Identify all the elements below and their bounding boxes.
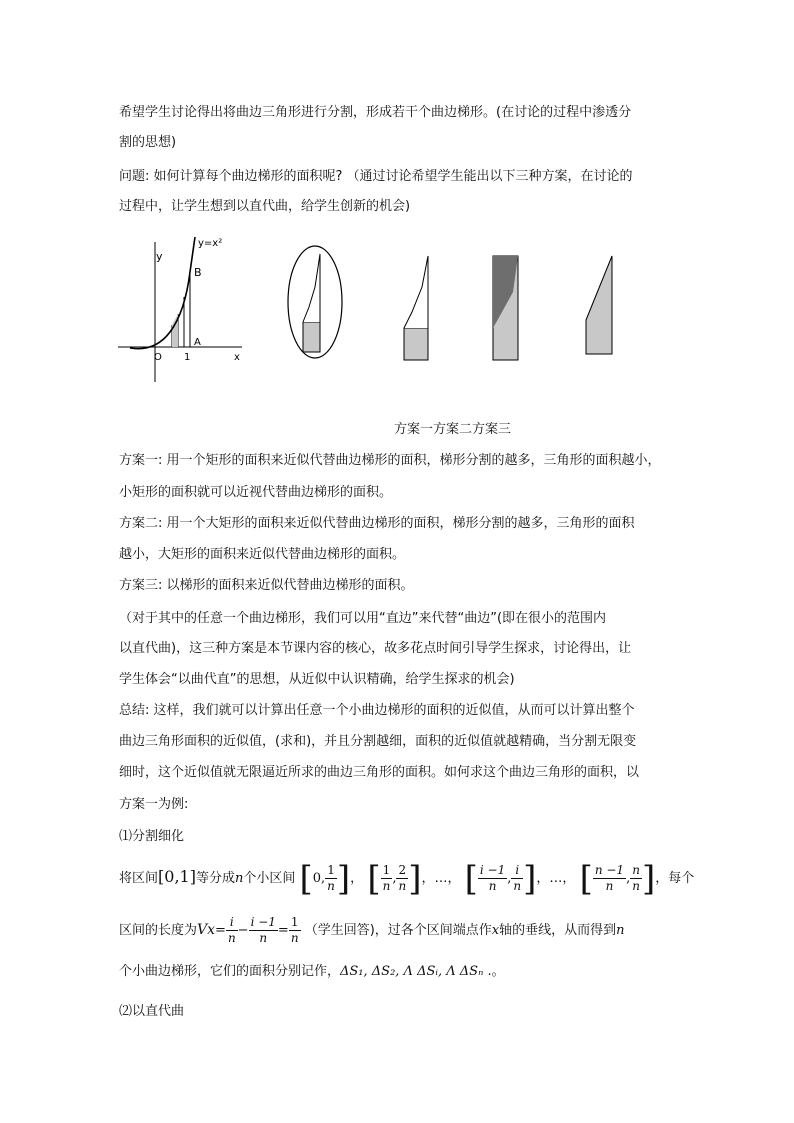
paragraph-text: 方案二: 用一个大矩形的面积来近似代替曲边梯形的面积，梯形分割的越多，三角形的面积 bbox=[119, 516, 635, 531]
scheme-two-curve bbox=[404, 256, 428, 328]
paragraph-text: 细时，这个近似值就无限逼近所求的曲边三角形的面积。如何求这个曲边三角形的面积，以 bbox=[119, 765, 640, 780]
division-text: （学生回答)，过各个区间端点作 bbox=[304, 923, 492, 938]
y-axis-label: y bbox=[156, 250, 163, 263]
curve-label: y=x² bbox=[198, 238, 223, 249]
separator: ， bbox=[536, 871, 550, 886]
fraction-n-minus-1-n: $\frac{n -1}{n}$ bbox=[594, 863, 625, 893]
paragraph-text: 小矩形的面积就可以近视代替曲边梯形的面积。 bbox=[119, 485, 393, 500]
fraction-1-n: $\frac{1}{n}$ bbox=[327, 863, 335, 893]
paragraph-text: 方案一: 用一个矩形的面积来近似代替曲边梯形的面积，梯形分割的越多，三角形的面积越小， bbox=[119, 453, 661, 468]
paragraph-text: 希望学生讨论得出将曲边三角形进行分割，形成若干个曲边梯形。(在讨论的过程中渗透分 bbox=[119, 105, 632, 120]
paragraph-text: 越小，大矩形的面积来近似代替曲边梯形的面积。 bbox=[119, 547, 406, 562]
division-text: 等分成 bbox=[195, 871, 235, 886]
division-text: 个小区间 bbox=[243, 871, 296, 886]
var-n: n bbox=[234, 871, 244, 886]
division-text: ，每个 bbox=[655, 871, 695, 886]
division-text: 轴的垂线，从而得到 bbox=[499, 923, 617, 938]
paragraph-text: 割的思想) bbox=[119, 135, 177, 150]
scheme-one-curve bbox=[303, 254, 320, 322]
fraction-i-minus-1-n: $\frac{i -1}{n}$ bbox=[250, 915, 276, 945]
area-list: ΔS₁, ΔS₂, Λ ΔSᵢ, Λ ΔSₙ . bbox=[340, 964, 492, 979]
ellipsis: … bbox=[549, 871, 563, 886]
paragraph-text: 曲边三角形面积的近似值，(求和)，并且分割越细，面积的近似值就越精确，当分割无限变 bbox=[119, 734, 637, 749]
var-x: x bbox=[491, 923, 500, 938]
point-b-label: B bbox=[194, 266, 202, 279]
interval-first-start: 0, bbox=[312, 871, 326, 886]
division-text: 个小曲边梯形，它们的面积分别记作， bbox=[119, 964, 341, 979]
division-text: 区间的长度为 bbox=[119, 923, 198, 938]
paragraph-text: 问题: 如何计算每个曲边梯形的面积呢? （通过讨论希望学生能出以下三种方案，在讨论的 bbox=[119, 169, 633, 184]
fraction-i-n: $\frac{i}{n}$ bbox=[513, 863, 522, 893]
ellipsis: … bbox=[434, 871, 448, 886]
interval-0-1: [0,1] bbox=[158, 867, 196, 886]
delta-x: Vx bbox=[197, 922, 216, 938]
x-axis-label: x bbox=[234, 352, 240, 363]
paragraph-text: 学生体会“以曲代直”的思想，从近似中认识精确，给学生探求的机会) bbox=[119, 672, 515, 687]
paragraph-text: 总结: 这样，我们就可以计算出任意一个小曲边梯形的面积的近似值，从而可以计算出整个 bbox=[119, 703, 635, 718]
curved-trapezoid-figure bbox=[110, 232, 650, 402]
paragraph-text: 方案三: 以梯形的面积来近似代替曲边梯形的面积。 bbox=[119, 578, 414, 593]
fraction-1-n: $\frac{1}{n}$ bbox=[382, 863, 391, 893]
fraction-2-n: $\frac{2}{n}$ bbox=[398, 863, 407, 893]
fraction-1-n: $\frac{1}{n}$ bbox=[290, 915, 299, 945]
step-heading: ⑵以直代曲 bbox=[119, 1004, 185, 1019]
scheme-one-rect bbox=[303, 322, 320, 352]
tick-one-label: 1 bbox=[184, 352, 191, 363]
fraction-n-n: $\frac{n}{n}$ bbox=[632, 863, 640, 893]
fraction-i-n: $\frac{i}{n}$ bbox=[227, 915, 236, 945]
paragraph-text: 过程中，让学生想到以直代曲，给学生创新的机会) bbox=[119, 199, 411, 214]
paragraph-text: （对于其中的任意一个曲边梯形，我们可以用“直边”来代替“曲边”(即在很小的范围内 bbox=[119, 611, 607, 626]
separator: ， bbox=[562, 871, 576, 886]
areas-line: 个小曲边梯形，它们的面积分别记作，ΔS₁, ΔS₂, Λ ΔSᵢ, Λ ΔSₙ .。 bbox=[119, 964, 505, 979]
division-text: 将区间 bbox=[119, 871, 159, 886]
separator: ， bbox=[421, 871, 435, 886]
separator: ， bbox=[447, 871, 461, 886]
fraction-i-minus-1-n: $\frac{i -1}{n}$ bbox=[479, 863, 506, 893]
point-a-label: A bbox=[194, 337, 201, 348]
scheme-two-rect bbox=[404, 328, 428, 360]
origin-label: O bbox=[154, 352, 162, 363]
paragraph-text: 方案一为例: bbox=[119, 797, 189, 812]
scheme-three-trapezoid bbox=[586, 256, 612, 354]
interval-length-line: 区间的长度为Vx= $\frac{i}{n}$ − $\frac{i -1}{n}$ = $\frac{1}{n}$ （学生回答)，过各个区间端点作x轴的垂线，从而得到n bbox=[119, 915, 625, 945]
division-line: 将区间[0,1]等分成n个小区间 [0, $\frac{1}{n}$ ]， [ $\frac{1}{n}$ , $\frac{2}{n}$ ]，…， [ $\frac{i -1}{n}$ , $\frac{i}{n}$ ]，…， [ $\frac{n -1}{n}$ , $\frac{n}{n}$ ]，每个 bbox=[119, 858, 695, 899]
paragraph-text: 以直代曲)，这三种方案是本节课内容的核心，故多花点时间引导学生探求，讨论得出，让 bbox=[119, 641, 632, 656]
figure-caption: 方案一方案二方案三 bbox=[394, 422, 512, 437]
var-n: n bbox=[616, 923, 625, 938]
step-heading: ⑴分割细化 bbox=[119, 829, 185, 844]
separator: ， bbox=[350, 871, 364, 886]
